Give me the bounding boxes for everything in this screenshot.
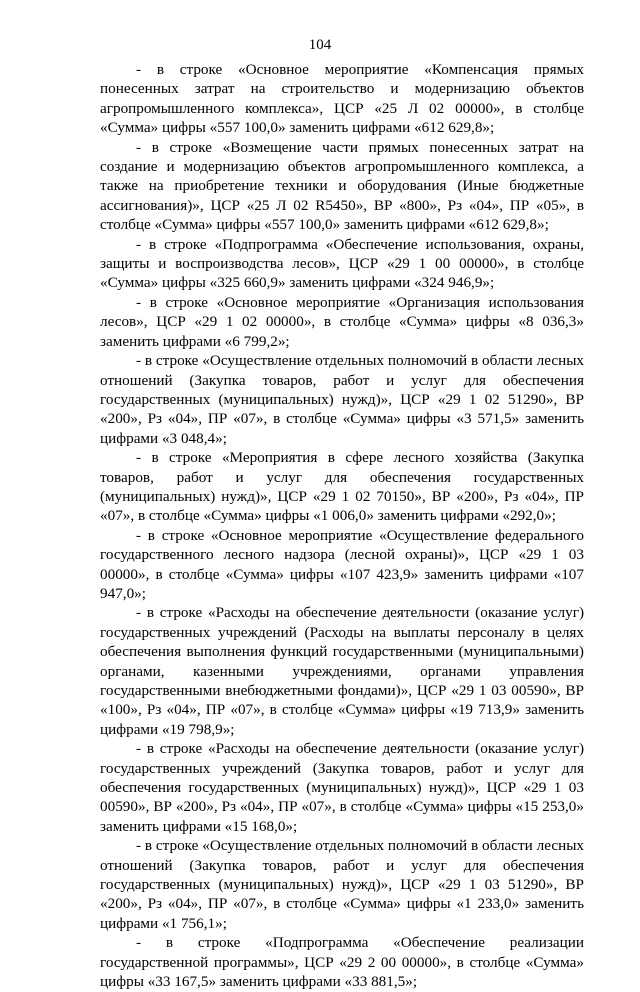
document-body bbox=[100, 60, 584, 992]
amendment-paragraph: - в строке «Основное мероприятие «Компенсация прямых понесенных затрат на строительство и модернизацию объектов агропромышленного комплекса», ЦСР «25 Л 02 00000», в столбце «Сумма» цифры «557 100,0» заменить цифрами «612 629,8»; bbox=[100, 61, 584, 137]
page-number: 104 bbox=[308, 37, 332, 53]
amendment-paragraph: - в строке «Осуществление отдельных полномочий в области лесных отношений (Закупка товаров, работ и услуг для обеспечения государственных (муниципальных) нужд)», ЦСР «29 1 02 51290», ВР «200», Рз «04», ПР «07», в столбце «Сумма» цифры «3 571,5» заменить цифрами «3 048,4»; bbox=[100, 352, 584, 447]
amendment-paragraph: - в строке «Мероприятия в сфере лесного хозяйства (Закупка товаров, работ и услуг для обеспечения государственных (муниципальных) нужд)», ЦСР «29 1 02 70150», ВР «200», Рз «04», ПР «07», в столбце «Сумма» цифры «1 006,0» заменить цифрами «292,0»; bbox=[100, 449, 584, 525]
amendment-paragraph: - в строке «Подпрограмма «Обеспечение реализации государственной программы», ЦСР «29 2 00 00000», в столбце «Сумма» цифры «33 167,5» заменить цифрами «33 881,5»; bbox=[100, 934, 584, 991]
amendment-paragraph: - в строке «Расходы на обеспечение деятельности (оказание услуг) государственных учреждений (Расходы на выплаты персоналу в целях обеспечения выполнения функций государственными (муниципальными) органами, казенными учреждениями, органами управления государственными внебюджетными фондами)», ЦСР «29 1 03 00590», ВР «100», Рз «04», ПР «07», в столбце «Сумма» цифры «19 713,9» заменить цифрами «19 798,9»; bbox=[100, 604, 584, 738]
amendment-paragraph: - в строке «Возмещение части прямых понесенных затрат на создание и модернизацию объектов агропромышленного комплекса, а также на приобретение техники и оборудования (Иные бюджетные ассигнования)», ЦСР «25 Л 02 R5450», ВР «800», Рз «04», ПР «05», в столбце «Сумма» цифры «557 100,0» заменить цифрами «612 629,8»; bbox=[100, 138, 584, 234]
amendment-paragraph: - в строке «Основное мероприятие «Осуществление федерального государственного лесного надзора (лесной охраны)», ЦСР «29 1 03 00000», в столбце «Сумма» цифры «107 423,9» заменить цифрами «107 947,0»; bbox=[100, 526, 584, 602]
amendment-paragraph: - в строке «Осуществление отдельных полномочий в области лесных отношений (Закупка товаров, работ и услуг для обеспечения государственных (муниципальных) нужд)», ЦСР «29 1 03 51290», ВР «200», Рз «04», ПР «07», в столбце «Сумма» цифры «1 233,0» заменить цифрами «1 756,1»; bbox=[100, 837, 584, 932]
amendment-paragraph: - в строке «Расходы на обеспечение деятельности (оказание услуг) государственных учреждений (Закупка товаров, работ и услуг для обеспечения государственных (муниципальных) нужд)», ЦСР «29 1 03 00590», ВР «200», Рз «04», ПР «07», в столбце «Сумма» цифры «15 253,0» заменить цифрами «15 168,0»; bbox=[100, 740, 584, 835]
amendment-paragraph: - в строке «Основное мероприятие «Организация использования лесов», ЦСР «29 1 02 00000», в столбце «Сумма» цифры «8 036,3» заменить цифрами «6 799,2»; bbox=[100, 293, 584, 350]
amendment-paragraph: - в строке «Подпрограмма «Обеспечение использования, охраны, защиты и воспроизводства лесов», ЦСР «29 1 00 00000», в столбце «Сумма» цифры «325 660,9» заменить цифрами «324 946,9»; bbox=[100, 235, 584, 292]
